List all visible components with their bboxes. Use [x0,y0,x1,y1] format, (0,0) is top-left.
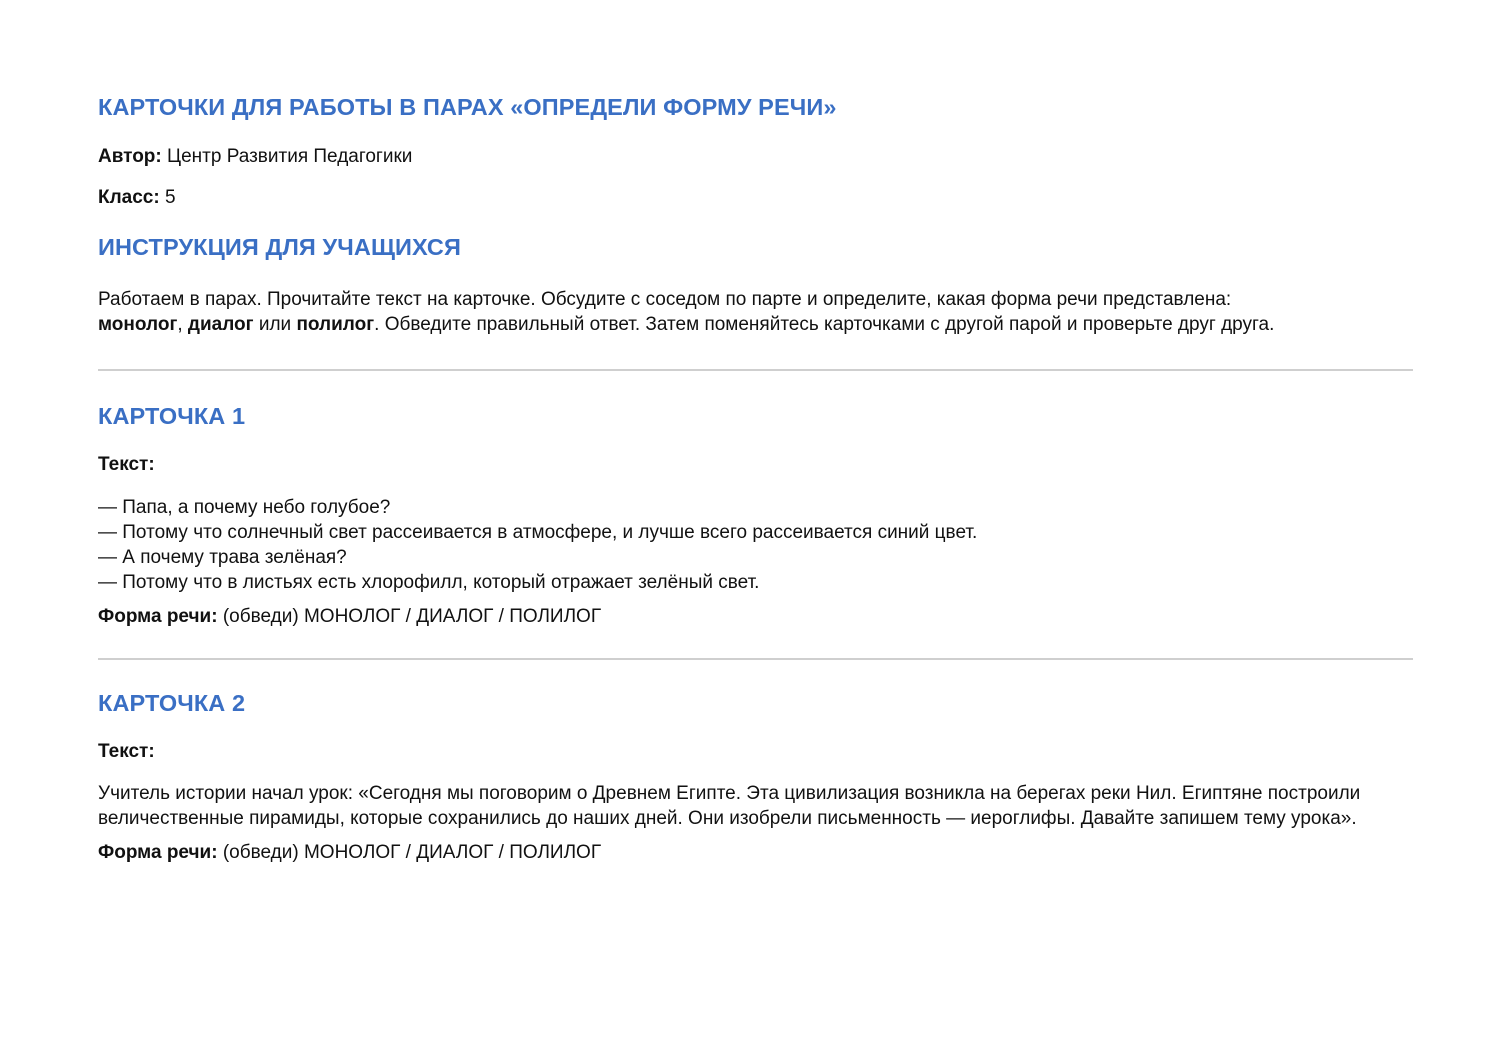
author-line [98,145,1413,169]
instruction-text-part-2: . Обведите правильный ответ. Затем поменяйтесь карточками с другой парой и проверьте друг друга. [374,314,1275,335]
card-2-form-label: Форма речи: [98,842,218,863]
card-1-form-label: Форма речи: [98,606,218,627]
card-1-text-label: Текст: [98,454,155,475]
dialogue-line: — Потому что солнечный свет рассеивается в атмосфере, и лучше всего рассеивается синий цвет. [98,522,978,543]
card-2 [98,688,1413,865]
card-1-form-options: (обведи) МОНОЛОГ / ДИАЛОГ / ПОЛИЛОГ [222,606,602,627]
card-1 [98,401,1413,629]
card-2-form-options: (обведи) МОНОЛОГ / ДИАЛОГ / ПОЛИЛОГ [222,842,602,863]
instruction-sep-1: , [177,314,188,335]
instruction-text-part-1: Работаем в парах. Прочитайте текст на карточке. Обсудите с соседом по парте и определите, какая форма речи представлена: [98,289,1232,310]
card-1-form-line [98,605,1413,629]
instruction-heading: ИНСТРУКЦИЯ ДЛЯ УЧАЩИХСЯ [98,234,461,260]
grade-value: 5 [164,187,176,208]
instruction-sep-2: или [253,314,297,335]
instruction-text [98,287,1413,337]
term-dialog: диалог [187,314,254,335]
grade-line [98,186,1413,210]
term-polilog: полилог [296,314,375,335]
divider-1 [98,369,1413,371]
author-label: Автор: [98,146,162,167]
term-monolog: монолог [98,314,178,335]
card-2-form-line [98,841,1413,865]
dialogue-line: — Потому что в листьях есть хлорофилл, который отражает зелёный свет. [98,572,760,593]
document-title: КАРТОЧКИ ДЛЯ РАБОТЫ В ПАРАХ «ОПРЕДЕЛИ ФОРМУ РЕЧИ» [98,94,837,120]
author-value: Центр Развития Педагогики [167,146,413,167]
dialogue-line: — А почему трава зелёная? [98,547,347,568]
card-2-heading: КАРТОЧКА 2 [98,690,246,716]
card-2-text: Учитель истории начал урок: «Сегодня мы поговорим о Древнем Египте. Эта цивилизация возникла на берегах реки Нил. Египтяне построили величественные пирамиды, которые сохранились до наших дней. Они изобрели письменность — иероглифы. Давайте запишем тему урока». [98,783,1361,829]
card-1-dialogue [98,495,1413,595]
grade-label: Класс: [98,187,160,208]
card-1-heading: КАРТОЧКА 1 [98,403,246,429]
dialogue-line: — Папа, а почему небо голубое? [98,497,391,518]
divider-2 [98,658,1413,660]
card-2-text-label: Текст: [98,741,155,762]
